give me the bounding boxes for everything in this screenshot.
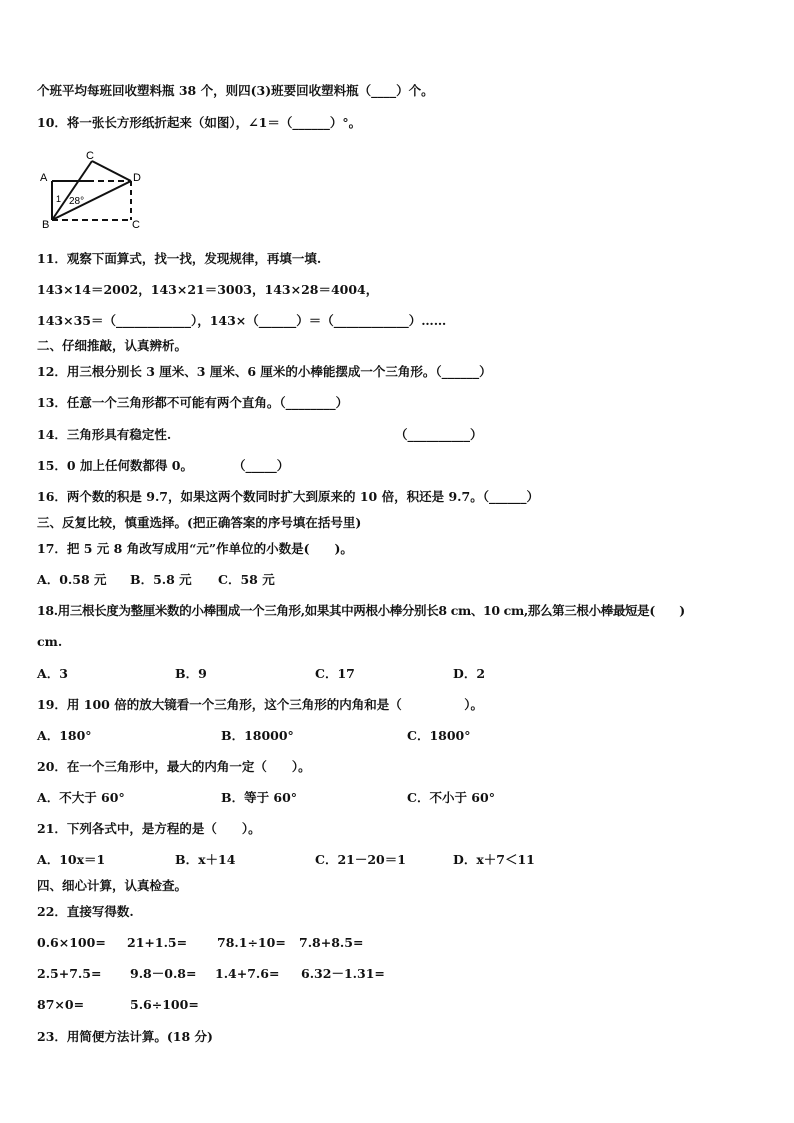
q18-option-c: C．17 [315,666,355,681]
q21-option-c: C．21－20＝1 [315,852,406,867]
fig-label-c-bottom: C [132,219,140,230]
fig-label-d: D [133,172,141,184]
q21-option-a: A．10x＝1 [37,852,106,867]
q17-option-c: C．58 元 [218,572,275,587]
q20-option-a: A．不大于 60° [37,790,125,805]
q11-line1: 143×14＝2002，143×21＝3003，143×28＝4004， [37,282,379,297]
q17-text: 17．把 5 元 8 角改写成用“元”作单位的小数是( )。 [37,541,353,556]
q22-text: 22．直接写得数. [37,904,134,919]
q22-item: 0.6×100= [37,935,106,950]
q17-option-b: B．5.8 元 [130,572,192,587]
section-3-heading: 三、反复比较，慎重选择。(把正确答案的序号填在括号里) [37,515,362,530]
q19-option-b: B．18000° [221,728,294,743]
q22-item: 87×0= [37,997,85,1012]
q11-text: 11．观察下面算式，找一找，发现规律，再填一填. [37,251,322,266]
q22-item: 21+1.5= [127,935,188,950]
q18-option-b: B．9 [175,666,207,681]
q18-option-a: A．3 [37,666,68,681]
section-4-heading: 四、细心计算，认真检查。 [37,878,188,893]
fig-diagonal-bd [52,181,131,220]
q22-item: 2.5+7.5= [37,966,102,981]
q21-text: 21．下列各式中，是方程的是（ ）。 [37,821,261,836]
q21-option-d: D．x＋7＜11 [453,852,535,867]
fig-angle-28: 28° [69,196,85,207]
folded-rectangle-figure [36,148,156,230]
q11-line2: 143×35＝（____________），143×（______）＝（____________）…… [37,313,447,328]
fig-label-a: A [40,172,48,184]
q14-answer-blank: （__________） [395,427,483,442]
q22-item: 7.8+8.5= [299,935,364,950]
q15-text: 15．0 加上任何数都得 0。 [37,458,193,473]
q16-text: 16．两个数的积是 9.7，如果这两个数同时扩大到原来的 10 倍，积还是 9.7。（______） [37,489,539,504]
q22-item: 1.4+7.6= [215,966,280,981]
q20-option-b: B．等于 60° [221,790,298,805]
q22-item: 5.6÷100= [130,997,199,1012]
q22-item: 9.8－0.8= [130,966,197,981]
q18-option-d: D．2 [453,666,486,681]
fig-label-c-top: C [86,150,94,162]
q19-option-c: C．1800° [407,728,471,743]
q22-item: 78.1÷10= [217,935,286,950]
fig-label-b: B [42,219,50,230]
q20-option-c: C．不小于 60° [407,790,495,805]
q10-text: 10．将一张长方形纸折起来（如图），∠1＝（______）°。 [37,115,362,130]
q9-tail-text: 个班平均每班回收塑料瓶 38 个，则四(3)班要回收塑料瓶（____）个。 [37,83,434,98]
q23-text: 23．用简便方法计算。(18 分) [37,1029,213,1044]
q17-option-a: A．0.58 元 [37,572,107,587]
q12-text: 12．用三根分别长 3 厘米、3 厘米、6 厘米的小棒能摆成一个三角形。（______） [37,364,492,379]
q22-item: 6.32－1.31= [301,966,385,981]
q19-text: 19．用 100 倍的放大镜看一个三角形，这个三角形的内角和是（ ）。 [37,697,483,712]
section-2-heading: 二、仔细推敲，认真辨析。 [37,338,188,353]
q14-text: 14．三角形具有稳定性. [37,427,172,442]
fig-fold-cd [92,161,131,181]
q18-text: 18.用三根长度为整厘米数的小棒围成一个三角形,如果其中两根小棒分别长8 cm、10 cm,那么第三根小棒最短是( ) [37,603,685,618]
q21-option-b: B．x＋14 [175,852,236,867]
q18-continuation: cm. [37,634,63,649]
q19-option-a: A．180° [37,728,92,743]
q20-text: 20．在一个三角形中，最大的内角一定（ ）。 [37,759,311,774]
q13-text: 13．任意一个三角形都不可能有两个直角。（________） [37,395,349,410]
fig-angle-1: 1 [56,194,62,204]
q15-answer-blank: （_____） [233,458,290,473]
